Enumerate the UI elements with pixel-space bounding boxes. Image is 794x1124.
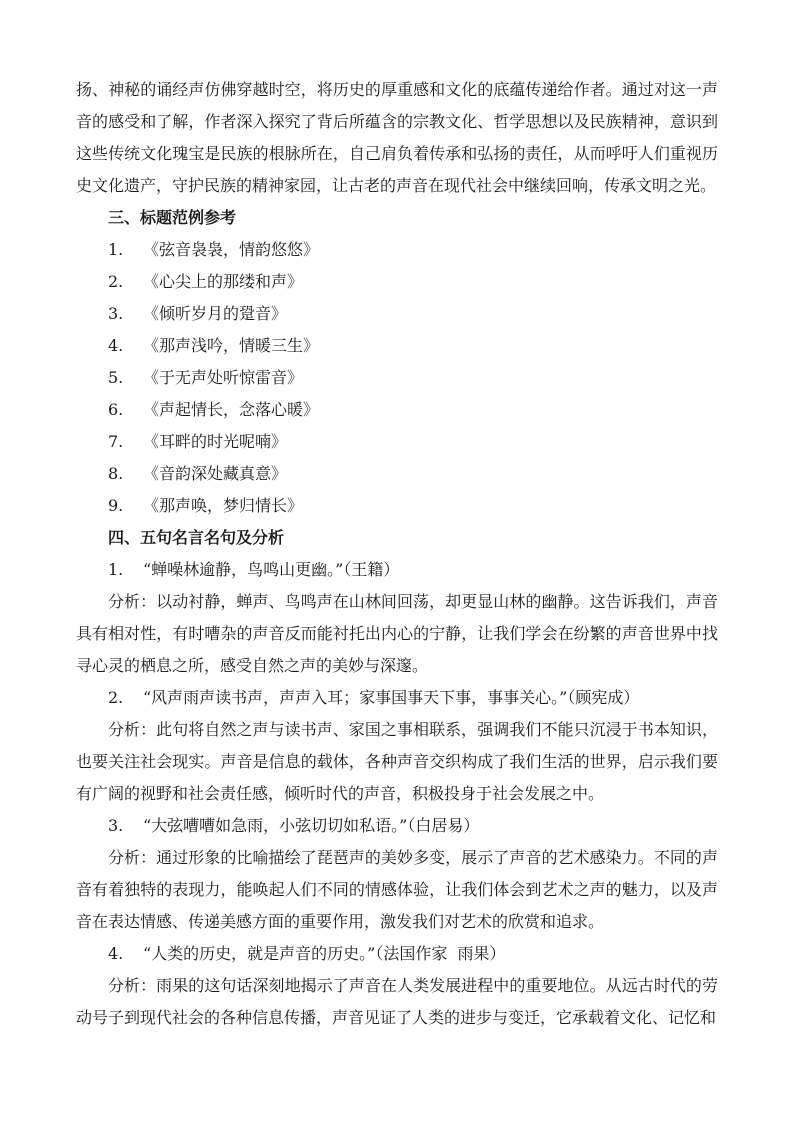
document-page [76, 74, 718, 1034]
title-number: 6. [108, 400, 124, 419]
quote-analysis: 分析：通过形象的比喻描绘了琵琶声的美妙多变，展示了声音的艺术感染力。不同的声音有着独特的表现力，能唤起人们不同的情感体验，让我们体会到艺术之声的魅力，以及声音在表达情感、传递美感方面的重要作用，激发我们对艺术的欣赏和追求。 [76, 848, 718, 931]
quote-number: 1. [108, 560, 124, 579]
quote-text: “大弦嘈嘈如急雨，小弦切切如私语。”（白居易） [143, 816, 480, 835]
title-text: 《耳畔的时光呢喃》 [143, 432, 288, 451]
title-text: 《那声唤，梦归情长》 [143, 496, 304, 515]
quote-number: 3. [108, 816, 124, 835]
title-text: 《心尖上的那缕和声》 [143, 272, 304, 291]
quote-analysis: 分析：雨果的这句话深刻地揭示了声音在人类发展进程中的重要地位。从远古时代的劳动号子到现代社会的各种信息传播，声音见证了人类的进步与变迁，它承载着文化、记忆和 [76, 976, 718, 1027]
quote-item [76, 810, 718, 842]
section-heading-titles: 三、标题范例参考 [108, 208, 237, 227]
title-text: 《音韵深处藏真意》 [143, 464, 288, 483]
title-text: 《于无声处听惊雷音》 [143, 368, 304, 387]
title-item [76, 266, 718, 298]
title-item [76, 394, 718, 426]
quote-analysis: 分析：以动衬静，蝉声、鸟鸣声在山林间回荡，却更显山林的幽静。这告诉我们，声音具有相对性，有时嘈杂的声音反而能衬托出内心的宁静，让我们学会在纷繁的声音世界中找寻心灵的栖息之所，感受自然之声的美妙与深邃。 [76, 592, 718, 675]
title-number: 7. [108, 432, 124, 451]
title-number: 9. [108, 496, 124, 515]
title-item [76, 330, 718, 362]
quote-analysis: 分析：此句将自然之声与读书声、家国之事相联系，强调我们不能只沉浸于书本知识，也要关注社会现实。声音是信息的载体，各种声音交织构成了我们生活的世界，启示我们要有广阔的视野和社会责任感，倾听时代的声音，积极投身于社会发展之中。 [76, 720, 718, 803]
title-item [76, 234, 718, 266]
quote-text: “风声雨声读书声，声声入耳；家事国事天下事，事事关心。”（顾宪成） [143, 688, 640, 707]
title-text: 《那声浅吟，情暖三生》 [143, 336, 320, 355]
quote-number: 4. [108, 944, 124, 963]
title-number: 5. [108, 368, 124, 387]
title-item [76, 426, 718, 458]
title-text: 《声起情长，念落心暖》 [143, 400, 320, 419]
title-number: 3. [108, 304, 124, 323]
quote-number: 2. [108, 688, 124, 707]
quote-item [76, 682, 718, 714]
section-heading-quotes: 四、五句名言名句及分析 [108, 528, 285, 547]
title-number: 4. [108, 336, 124, 355]
quote-item [76, 938, 718, 970]
title-number: 2. [108, 272, 124, 291]
quote-text: “蝉噪林逾静，鸟鸣山更幽。”（王籍） [143, 560, 400, 579]
title-number: 1. [108, 240, 124, 259]
quote-text: “人类的历史，就是声音的历史。”（法国作家 雨果） [143, 944, 506, 963]
quote-item [76, 554, 718, 586]
title-number: 8. [108, 464, 124, 483]
title-item [76, 298, 718, 330]
title-text: 《倾听岁月的跫音》 [143, 304, 288, 323]
title-item [76, 458, 718, 490]
intro-paragraph: 扬、神秘的诵经声仿佛穿越时空，将历史的厚重感和文化的底蕴传递给作者。通过对这一声音的感受和了解，作者深入探究了背后所蕴含的宗教文化、哲学思想以及民族精神，意识到这些传统文化瑰宝是民族的根脉所在，自己肩负着传承和弘扬的责任，从而呼吁人们重视历史文化遗产，守护民族的精神家园，让古老的声音在现代社会中继续回响，传承文明之光。 [76, 80, 718, 195]
title-text: 《弦音袅袅，情韵悠悠》 [143, 240, 320, 259]
title-item [76, 362, 718, 394]
title-item [76, 490, 718, 522]
